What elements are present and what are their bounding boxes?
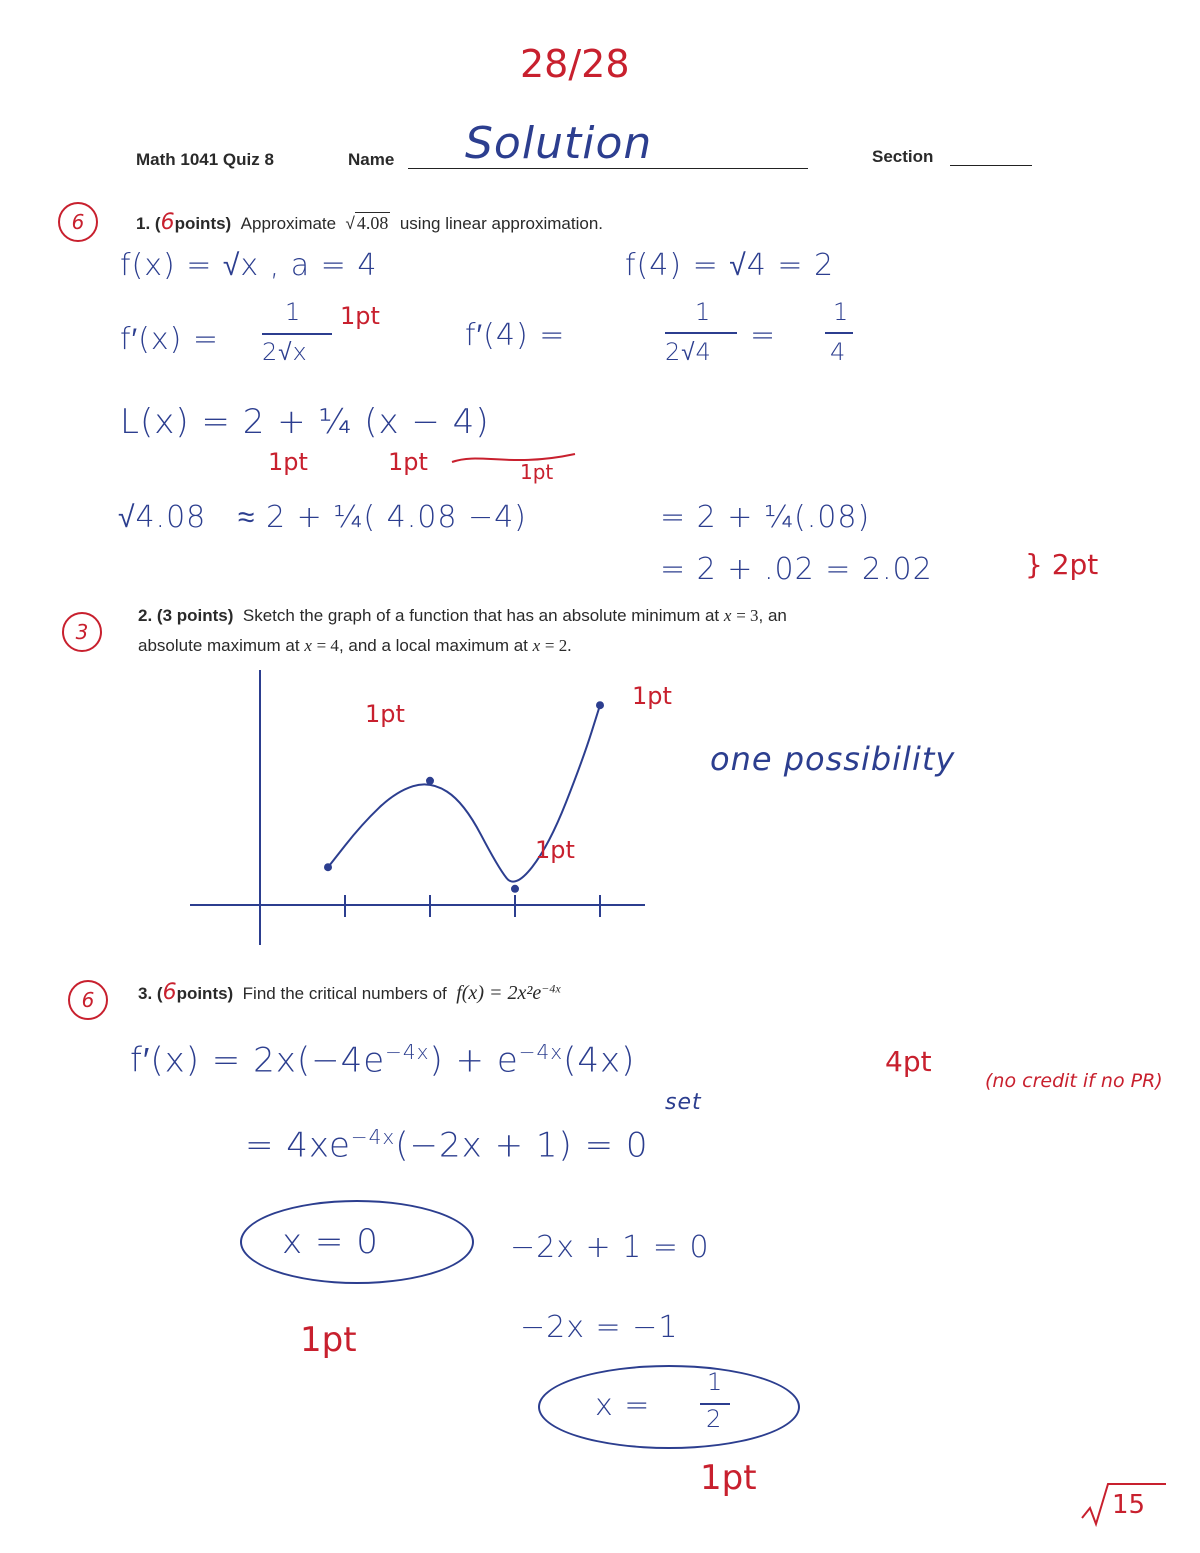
q2-mark-absmax: 1pt: [632, 682, 672, 710]
q3-sol2-num: 1: [707, 1368, 724, 1396]
page-total: 15: [1112, 1490, 1146, 1520]
q3-sol1: x = 0: [282, 1222, 379, 1262]
q2-score-circle: 3: [62, 612, 102, 652]
q3-score-circle: 6: [68, 980, 108, 1020]
q1-deriv-bar: [262, 333, 332, 335]
q3-sol2-oval: [538, 1365, 800, 1449]
q3-prompt: 3. (6points) Find the critical numbers of $f(x) = 2x^2e^{-4x}$: [138, 980, 561, 1005]
q2-mark-absmin: 1pt: [535, 836, 575, 864]
q3-mark-sol1: 1pt: [300, 1320, 357, 1360]
q1-mark-l3: 1pt: [520, 460, 554, 484]
q1-f4-den: 2√4: [665, 338, 712, 366]
q3-sol2-den: 2: [706, 1405, 723, 1433]
section-underline: [950, 165, 1032, 166]
abs-max-point: [596, 701, 604, 709]
q1-mark-l1: 1pt: [268, 448, 308, 476]
q1-mark-l2: 1pt: [388, 448, 428, 476]
q1-f4-num: 1: [695, 298, 712, 326]
q1-f4-bar: [665, 332, 737, 334]
q1-work-line4b: ≈ 2 + ¼( 4.08 −4): [238, 500, 527, 535]
q1-f4-eq: =: [750, 318, 777, 353]
q1-mark-underline: [450, 450, 580, 470]
q1-f4-den2: 4: [830, 338, 847, 366]
q3-mark-deriv: 4pt: [885, 1045, 932, 1078]
local-max-point: [426, 777, 434, 785]
q3-mark-note: (no credit if no PR): [985, 1070, 1163, 1092]
q2-note: one possibility: [710, 740, 956, 778]
q1-f4-num2: 1: [833, 298, 850, 326]
q3-work-line1: $f'(x) = 2x(-4e^{-4x}) + e^{-4x}(4x)$: [130, 1040, 636, 1081]
q3-set-label: set: [665, 1090, 702, 1115]
q1-deriv-num: 1: [285, 298, 302, 326]
q1-score-circle: 6: [58, 202, 98, 242]
q3-sol2a: x =: [595, 1388, 651, 1423]
q3-step1: −2x + 1 = 0: [510, 1230, 710, 1265]
q3-step2: −2x = −1: [520, 1310, 679, 1345]
q1-deriv-den: 2√x: [262, 338, 308, 366]
course-title: Math 1041 Quiz 8: [136, 150, 274, 169]
q1-work-line3: L(x) = 2 + ¼ (x − 4): [120, 402, 490, 442]
q1-mark-deriv: 1pt: [340, 302, 380, 330]
name-value: Solution: [465, 118, 653, 169]
start-point: [324, 863, 332, 871]
q1-work-line2a: f′(x) =: [120, 322, 220, 357]
q1-work-line1b: f(4) = √4 = 2: [625, 248, 835, 283]
q1-work-line5: = 2 + .02 = 2.02: [660, 552, 933, 587]
q1-f4-bar2: [825, 332, 853, 334]
name-label: Name: [348, 150, 395, 169]
abs-min-point: [511, 885, 519, 893]
section-label: Section: [872, 147, 934, 166]
q1-work-line1a: f(x) = √x , a = 4: [120, 248, 378, 283]
q2-prompt-line1: 2. (3 points) Sketch the graph of a function that has an absolute minimum at x = 3, an: [138, 606, 787, 625]
q3-mark-sol2: 1pt: [700, 1458, 757, 1498]
q2-sketch-graph: [180, 660, 660, 950]
q2-prompt-line2: absolute maximum at x = 4, and a local maximum at x = 2.: [138, 636, 572, 655]
q3-work-line2: = $4xe^{-4x}(-2x + 1) = 0$: [245, 1125, 649, 1166]
q1-work-line4c: = 2 + ¼(.08): [660, 500, 871, 535]
q2-mark-localmax: 1pt: [365, 700, 405, 728]
q1-work-line2b: f′(4) =: [465, 318, 566, 353]
total-score: 28/28: [520, 42, 630, 86]
q1-work-line4a: √4.08: [118, 500, 207, 535]
q1-mark-final: } 2pt: [1025, 548, 1099, 581]
q1-prompt: 1. (6points) Approximate √ 4.08 using linear approximation.: [136, 210, 604, 235]
